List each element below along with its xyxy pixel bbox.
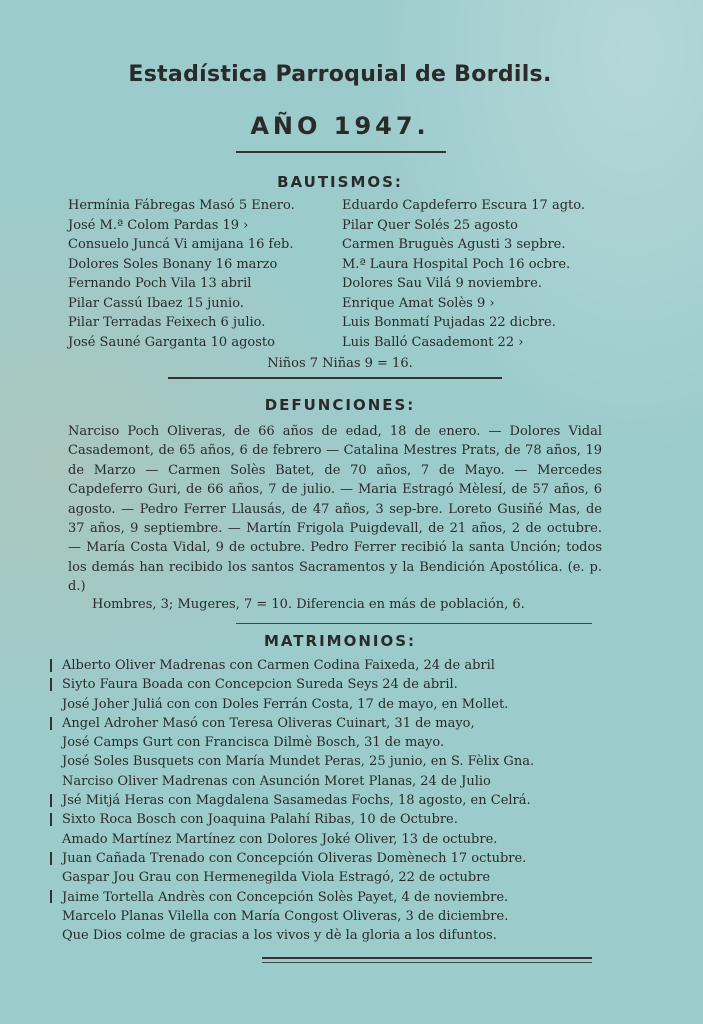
list-item: Narciso Oliver Madrenas con Asunción Moret Planas, 24 de Julio [62,773,491,789]
list-item: Amado Martínez Martínez con Dolores Joké Oliver, 13 de octubre. [62,831,498,847]
list-item: Angel Adroher Masó con Teresa Oliveras Cuinart, 31 de mayo, [62,715,475,731]
divider [236,151,446,153]
list-item: Pilar Terradas Feixech 6 julio. [68,315,266,330]
list-item: Dolores Soles Bonany 16 marzo [68,256,278,272]
document-year: AÑO 1947. [250,112,430,140]
list-item: M.ª Laura Hospital Poch 16 ocbre. [342,256,571,272]
handwritten-mark [50,659,52,672]
handwritten-mark [50,852,52,865]
handwritten-mark [50,813,52,826]
list-item: José Camps Gurt con Francisca Dilmè Bosch, 31 de mayo. [62,735,445,751]
divider [168,377,502,379]
document-title: Estadística Parroquial de Bordils. [128,62,552,87]
bautismos-left-column [68,196,295,352]
divider [236,623,592,624]
list-item: Marcelo Planas Vilella con María Congost Oliveras, 3 de diciembre. [62,908,509,924]
list-item: Sixto Roca Bosch con Joaquina Palahí Ribas, 10 de Octubre. [62,812,458,828]
bautismos-heading: BAUTISMOS: [277,173,403,191]
list-item: Jaime Tortella Andrès con Concepción Solès Payet, 4 de noviembre. [62,889,509,905]
list-item: Pilar Quer Solés 25 agosto [342,217,518,233]
handwritten-mark [50,717,52,730]
defunciones-text: Narciso Poch Oliveras, de 66 años de edad, 18 de enero. — Dolores Vidal Casademont, de 65 años, 6 de febrero — Catalina Mestres Prats, de 78 años, 19 de Marzo — Carmen Solès Batet, de 70 años, 7 de Mayo. — Mercedes Capdeferro Guri, de 66 años, 7 de julio. — Maria Estragó Mèlesí, de 57 años, 6 agosto. — Pedro Ferrer Llausás, de 47 años, 3 sep-bre. Loreto Gusiñé Mas, de 37 años, 9 septiembre. — Martín Frigola Puigdevall, de 21 años, 2 de octubre. — María Costa Vidal, 9 de octubre. Pedro Ferrer recibió la santa Unción; todos los demás han recibido los santos Sacramentos y la Bendición Apostólica. (e. p. d.) [68,424,602,595]
defunciones-totals: Hombres, 3; Mugeres, 7 = 10. Diferencia en más de población, 6. [92,597,525,612]
handwritten-mark [50,890,52,903]
list-item: Carmen Bruguès Agusti 3 sepbre. [342,237,566,252]
list-item: Gaspar Jou Grau con Hermenegilda Viola Estragó, 22 de octubre [62,870,491,886]
bautismos-totals: Niños 7 Niñas 9 = 16. [267,356,413,371]
matrimonios-list [62,656,534,945]
divider [262,962,592,963]
list-item: Hermínia Fábregas Masó 5 Enero. [68,198,295,213]
bautismos-right-column [342,196,585,352]
list-item: Luis Bonmatí Pujadas 22 dicbre. [342,315,556,330]
list-item: Jsé Mitjá Heras con Magdalena Sasamedas Fochs, 18 agosto, en Celrá. [62,793,531,809]
list-item: Consuelo Juncá Vi amijana 16 feb. [68,237,294,252]
list-item: Juan Cañada Trenado con Concepción Oliveras Domènech 17 octubre. [62,850,527,866]
list-item: Dolores Sau Vilá 9 noviembre. [342,276,542,291]
list-item: Alberto Oliver Madrenas con Carmen Codina Faixeda, 24 de abril [62,658,495,673]
list-item: Eduardo Capdeferro Escura 17 agto. [342,198,585,213]
list-item: José Joher Juliá con con Doles Ferrán Costa, 17 de mayo, en Mollet. [62,696,509,712]
defunciones-heading: DEFUNCIONES: [264,396,416,414]
list-item: Luis Balló Casademont 22 › [342,334,524,350]
list-item: Enrique Amat Solès 9 › [342,295,495,311]
list-item: José M.ª Colom Pardas 19 › [68,217,249,233]
list-item: Que Dios colme de gracias a los vivos y dè la gloria a los difuntos. [62,928,497,944]
divider [262,957,592,959]
handwritten-mark [50,678,52,691]
handwritten-mark [50,794,52,807]
list-item: Fernando Poch Vila 13 abril [68,276,252,291]
list-item: José Soles Busquets con María Mundet Peras, 25 junio, en S. Fèlix Gna. [62,754,535,770]
list-item: José Sauné Garganta 10 agosto [68,334,275,350]
list-item: Siyto Faura Boada con Concepcion Sureda Seys 24 de abril. [62,677,458,693]
list-item: Pilar Cassú Ibaez 15 junio. [68,295,244,311]
matrimonios-heading: MATRIMONIOS: [263,632,417,650]
